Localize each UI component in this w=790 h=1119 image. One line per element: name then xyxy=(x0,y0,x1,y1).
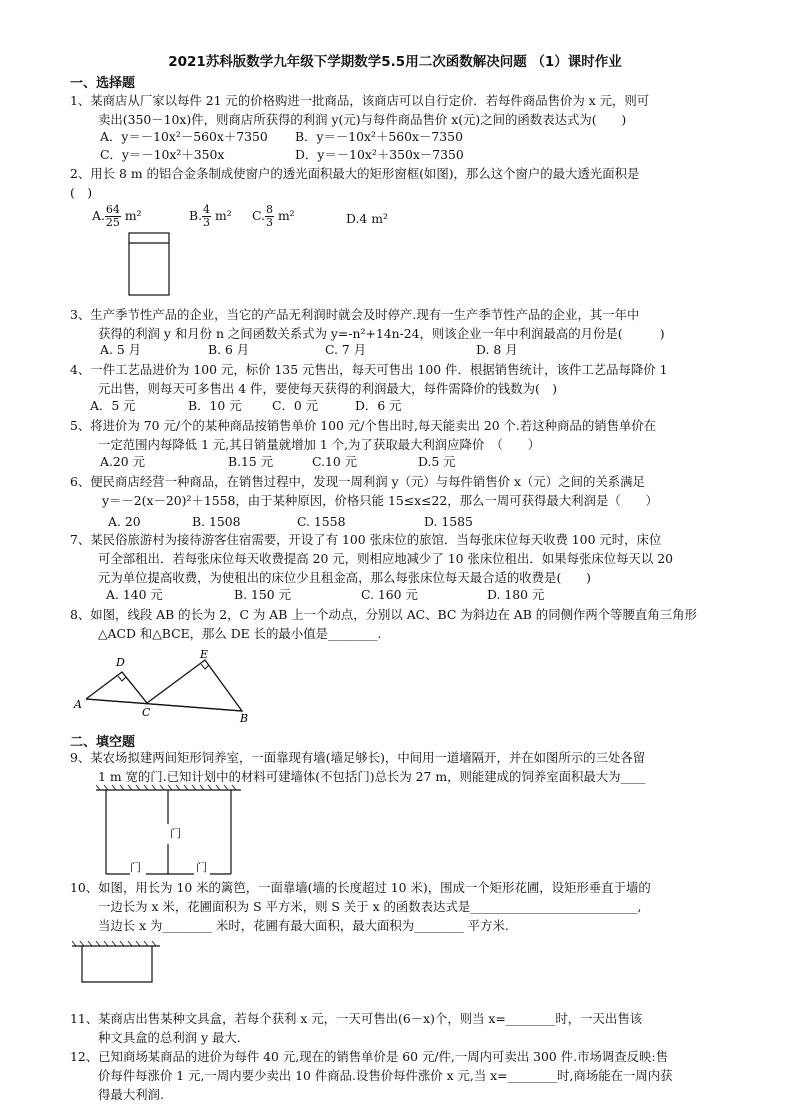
question-4 xyxy=(70,360,720,398)
q11-line2: 种文具盒的总利润 y 最大． xyxy=(98,1030,250,1045)
q1-option-d[interactable]: D．y＝－10x²＋350x－7350 xyxy=(295,147,464,162)
section-fill: 二、填空题 xyxy=(70,735,136,750)
q3-option-c[interactable]: C. 7 月 xyxy=(325,342,367,357)
q11-line1: 11、某商店出售某种文具盒，若每个获利 x 元，一天可售出(6－x)个，则当 x=________时，一天出售该 xyxy=(70,1011,643,1026)
q3-line1: 3、生产季节性产品的企业，当它的产品无利润时就会及时停产.现有一生产季节性产品的企业，其一年中 xyxy=(70,307,640,322)
q7-line1: 7、某民俗旅游村为接待游客住宿需要，开设了有 100 张床位的旅馆．当每张床位每天收费 100 元时，床位 xyxy=(70,532,662,547)
question-1 xyxy=(70,91,720,129)
q9-line2: 1 m 宽的门.已知计划中的材料可建墙体(不包括门)总长为 27 m，则能建成的饲养室面积最大为____ xyxy=(98,769,646,784)
door-label-middle: 门 xyxy=(170,827,181,840)
question-12 xyxy=(70,1047,720,1104)
q5-option-d[interactable]: D.5 元 xyxy=(418,454,456,469)
q7-option-d[interactable]: D. 180 元 xyxy=(487,587,545,602)
q12-line1: 12、已知商场某商品的进价为每件 40 元,现在的销售单价是 60 元/件,一周内可卖出 300 件.市场调查反映:售 xyxy=(70,1049,668,1064)
q4-option-d[interactable]: D．6 元 xyxy=(355,398,402,413)
question-2 xyxy=(70,164,720,202)
q10-line1: 10、如图，用长为 10 米的篱笆，一面靠墙(墙的长度超过 10 米)，围成一个矩形花圃，设矩形垂直于墙的 xyxy=(70,880,651,895)
q10-line2: 一边长为 x 米，花圃面积为 S 平方米，则 S 关于 x 的函数表达式是___________________________, xyxy=(98,899,642,914)
q6-option-c[interactable]: C. 1558 xyxy=(297,514,346,529)
q4-option-b[interactable]: B．10 元 xyxy=(188,398,242,413)
garden-figure xyxy=(72,938,162,986)
q2-line2: ( ) xyxy=(70,185,93,200)
q1-line2: 卖出(350－10x)件，则商店所获得的利润 y(元)与每件商品售价 x(元)之间的函数表达式为( ) xyxy=(98,112,627,127)
q5-option-b[interactable]: B.15 元 xyxy=(228,454,274,469)
q4-option-c[interactable]: C．0 元 xyxy=(272,398,319,413)
q10-line3: 当边长 x 为________ 米时，花圃有最大面积，最大面积为________ 平方米. xyxy=(98,918,509,933)
q2-line1: 2、用长 8 m 的铝合金条制成使窗户的透光面积最大的矩形窗框(如图)，那么这个窗户的最大透光面积是 xyxy=(70,166,640,181)
q2-option-b[interactable]: B. $\frac{4}{3}$ m² xyxy=(189,203,232,229)
label-a: A xyxy=(74,698,82,711)
q4-line2: 元出售，则每天可多售出 4 件，要使每天获得的利润最大，每件需降价的钱数为( ) xyxy=(98,381,558,396)
q12-line3: 得最大利润. xyxy=(98,1087,164,1102)
q8-line1: 8、如图，线段 AB 的长为 2，C 为 AB 上一个动点，分别以 AC、BC 为斜边在 AB 的同侧作两个等腰直角三角形 xyxy=(70,607,697,622)
triangle-figure xyxy=(72,648,262,726)
q7-line3: 元为单位提高收费，为使租出的床位少且租金高，那么每张床位每天最合适的收费是( ) xyxy=(98,570,591,585)
q2-option-d[interactable]: D.4 m² xyxy=(346,211,388,226)
question-10 xyxy=(70,878,720,935)
q1-option-a[interactable]: A．y＝－10x²－560x＋7350 xyxy=(100,129,268,144)
door-label-left: 门 xyxy=(130,861,141,874)
q2-option-a[interactable]: A. $\frac{64}{25}$ m² xyxy=(92,203,142,229)
q3-option-a[interactable]: A. 5 月 xyxy=(100,342,142,357)
label-b: B xyxy=(240,712,249,725)
window-frame-figure xyxy=(128,230,173,300)
q5-option-c[interactable]: C.10 元 xyxy=(312,454,358,469)
door-label-right: 门 xyxy=(196,861,207,874)
q3-option-b[interactable]: B. 6 月 xyxy=(208,342,250,357)
q3-option-d[interactable]: D. 8 月 xyxy=(476,342,518,357)
q1-option-c[interactable]: C．y＝－10x²＋350x xyxy=(100,147,225,162)
q7-option-b[interactable]: B. 150 元 xyxy=(234,587,291,602)
q1-line1: 1、某商店从厂家以每件 21 元的价格购进一批商品，该商店可以自行定价．若每件商品售价为 x 元，则可 xyxy=(70,93,650,108)
q1-option-b[interactable]: B．y＝－10x²＋560x－7350 xyxy=(295,129,463,144)
q7-option-c[interactable]: C. 160 元 xyxy=(361,587,418,602)
section-choice: 一、选择题 xyxy=(70,76,136,91)
q6-option-b[interactable]: B. 1508 xyxy=(192,514,241,529)
q6-option-a[interactable]: A. 20 xyxy=(108,514,141,529)
q6-line2: y＝－2(x－20)²＋1558，由于某种原因，价格只能 15≤x≤22，那么一周可获得最大利润是（ ） xyxy=(102,493,658,508)
q2-option-c[interactable]: C. $\frac{8}{3}$ m² xyxy=(252,203,295,229)
q5-option-a[interactable]: A.20 元 xyxy=(100,454,145,469)
q5-line2: 一定范围内每降低 1 元,其日销量就增加 1 个,为了获取最大利润应降价 （ ） xyxy=(98,437,541,452)
q6-line1: 6、便民商店经营一种商品，在销售过程中，发现一周利润 y（元）与每件销售价 x（元）之间的关系满足 xyxy=(70,474,645,489)
question-3 xyxy=(70,305,720,343)
q7-option-a[interactable]: A. 140 元 xyxy=(106,587,163,602)
q6-option-d[interactable]: D. 1585 xyxy=(424,514,473,529)
q4-line1: 4、一件工艺品进价为 100 元，标价 135 元售出，每天可售出 100 件．根据销售统计，该件工艺品每降价 1 xyxy=(70,362,668,377)
question-5 xyxy=(70,416,720,454)
q3-line2: 获得的利润 y 和月份 n 之间函数关系式为 y=-n²+14n-24，则该企业一年中利润最高的月份是( ) xyxy=(98,326,665,341)
label-c: C xyxy=(142,706,151,719)
q12-line2: 价每件每涨价 1 元,一周内要少卖出 10 件商品.设售价每件涨价 x 元,当 x=________时,商场能在一周内获 xyxy=(98,1068,673,1083)
q5-line1: 5、将进价为 70 元/个的某种商品按销售单价 100 元/个售出时,每天能卖出 20 个.若这种商品的销售单价在 xyxy=(70,418,657,433)
q7-line2: 可全部租出．若每张床位每天收费提高 20 元，则相应地减少了 10 张床位租出．如果每张床位每天以 20 xyxy=(98,551,674,566)
q9-line1: 9、某农场拟建两间矩形饲养室，一面靠现有墙(墙足够长)，中间用一道墙隔开，并在如图所示的三处各留 xyxy=(70,750,646,765)
document-title: 2021苏科版数学九年级下学期数学5.5用二次函数解决问题 （1）课时作业 xyxy=(168,54,622,70)
q8-line2: △ACD 和△BCE，那么 DE 长的最小值是________. xyxy=(98,626,382,641)
question-6 xyxy=(70,472,720,510)
label-e: E xyxy=(200,648,209,661)
question-9 xyxy=(70,748,720,786)
question-11 xyxy=(70,1009,720,1047)
question-8 xyxy=(70,605,720,643)
label-d: D xyxy=(116,656,125,669)
question-7 xyxy=(70,530,720,587)
q4-option-a[interactable]: A．5 元 xyxy=(90,398,136,413)
pen-figure xyxy=(96,784,246,880)
